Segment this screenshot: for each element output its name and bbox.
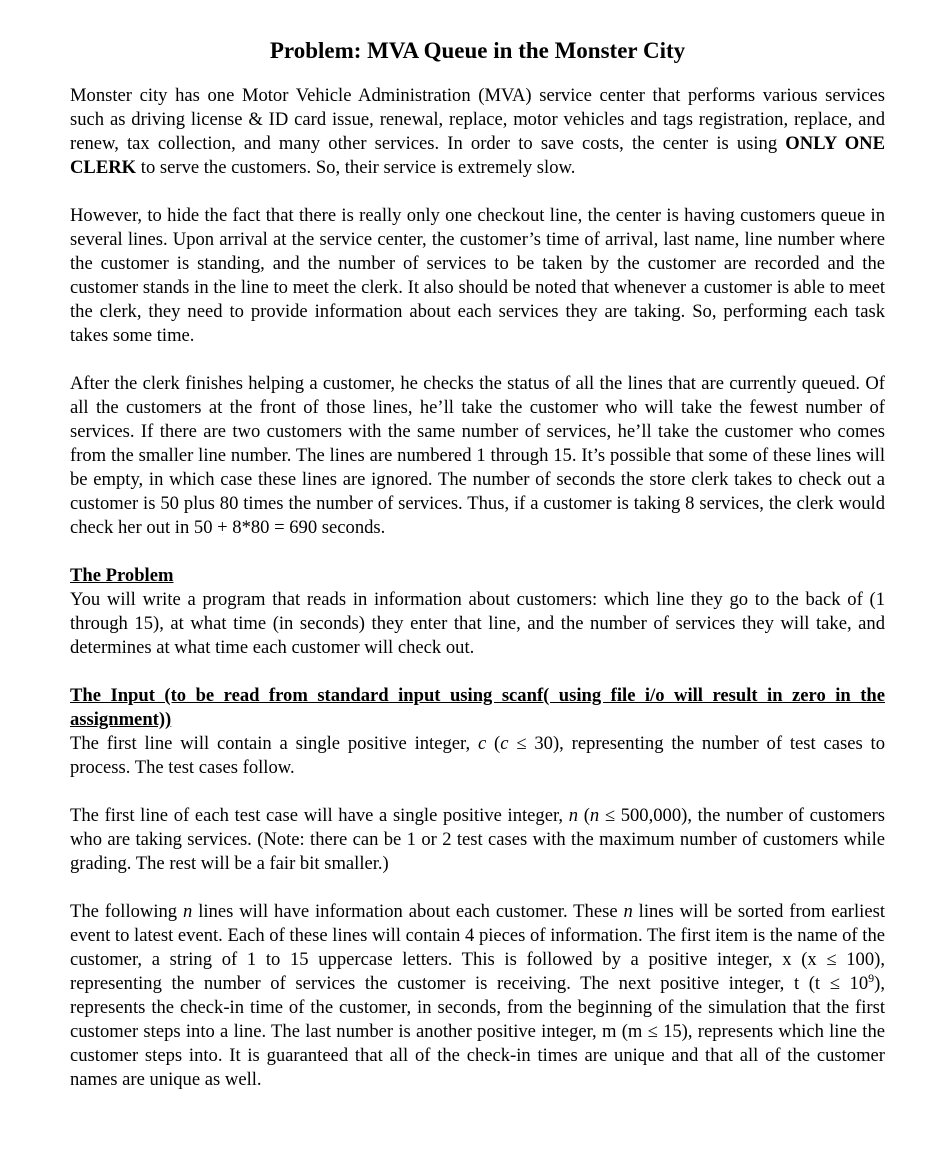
input-p2-var2: n [589, 805, 600, 826]
intro-paragraph [70, 84, 885, 180]
input-p1-text: The first line will contain a single positive integer, [70, 733, 478, 754]
input-heading: The Input (to be read from standard input using scanf( using file i/o will result in zero in the assignment)) [70, 685, 885, 730]
input-p2-var: n [568, 805, 579, 826]
input-paragraph-2 [70, 804, 885, 876]
lines-paragraph: However, to hide the fact that there is really only one checkout line, the center is having customers queue in several lines. Upon arrival at the service center, the customer’s time of arrival, last name, line number where the customer is standing, and the number of services to be taken by the customer are recorded and the customer stands in the line to meet the clerk. It also should be noted that whenever a customer is able to meet the clerk, they need to provide information about each services they are taking. So, performing each task takes some time. [70, 205, 885, 346]
intro-text-end: to serve the customers. So, their service is extremely slow. [136, 157, 576, 178]
input-paragraph-1 [70, 732, 885, 780]
input-p3-exponent: 9 [868, 970, 875, 985]
input-p3-var2: n [623, 901, 633, 922]
input-p3-var: n [183, 901, 193, 922]
clerk-paragraph: After the clerk finishes helping a customer, he checks the status of all the lines that are currently queued. Of all the customers at the front of those lines, he’ll take the customer who will take the fewest number of services. If there are two customers with the same number of services, he’ll take the customer who comes from the smaller line number. The lines are numbered 1 through 15. It’s possible that some of these lines will be empty, in which case these lines are ignored. The number of seconds the store clerk takes to check out a customer is 50 plus 80 times the number of services. Thus, if a customer is taking 8 services, the clerk would check her out in 50 + 8*80 = 690 seconds. [70, 373, 885, 538]
input-p1-paren: ( [486, 733, 501, 754]
intro-text: Monster city has one Motor Vehicle Administration (MVA) service center that performs various services such as driving license & ID card issue, renewal, replace, motor vehicles and tags registration, replace, and renew, tax collection, and many other services. In order to save costs, the center is using [70, 85, 885, 154]
page-title: Problem: MVA Queue in the Monster City [269, 38, 686, 63]
input-p3-text-3: lines will be sorted from earliest event to latest event. Each of these lines will contain 4 pieces of information. The first item is the name of the customer, a string of 1 to 15 uppercase letters. This is followed by a positive integer, x (x ≤ 100), representing the number of services the customer is receiving. The next positive integer, t (t ≤ 10 [70, 901, 885, 994]
input-p1-var: c [477, 733, 487, 754]
input-p3-text-end: ), represents the check-in time of the customer, in seconds, from the beginning of the simulation that the first customer steps into a line. The last number is another positive integer, m (m ≤ 15), represents which line the customer steps into. It is guaranteed that all of the check-in times are unique and that all of the customer names are unique as well. [70, 973, 885, 1090]
input-p2-text-end: ≤ 500,000), the number of customers who are taking services. (Note: there can be 1 or 2 test cases with the maximum number of customers while grading. The rest will be a fair bit smaller.) [70, 805, 885, 874]
input-p2-paren: ( [578, 805, 590, 826]
problem-paragraph: You will write a program that reads in information about customers: which line they go to the back of (1 through 15), at what time (in seconds) they enter that line, and the number of services they will take, and determines at what time each customer will check out. [70, 589, 885, 658]
input-paragraph-3 [70, 900, 885, 1092]
input-p3-text: The following [70, 901, 183, 922]
input-p3-text-2: lines will have information about each customer. These [192, 901, 624, 922]
document-page [70, 36, 885, 1116]
input-p2-text: The first line of each test case will have a single positive integer, [70, 805, 569, 826]
problem-heading: The Problem [70, 565, 174, 586]
input-p1-text-end: ≤ 30), representing the number of test cases to process. The test cases follow. [70, 733, 886, 778]
intro-bold-text: ONLY ONE CLERK [70, 133, 886, 178]
input-p1-var2: c [500, 733, 509, 754]
